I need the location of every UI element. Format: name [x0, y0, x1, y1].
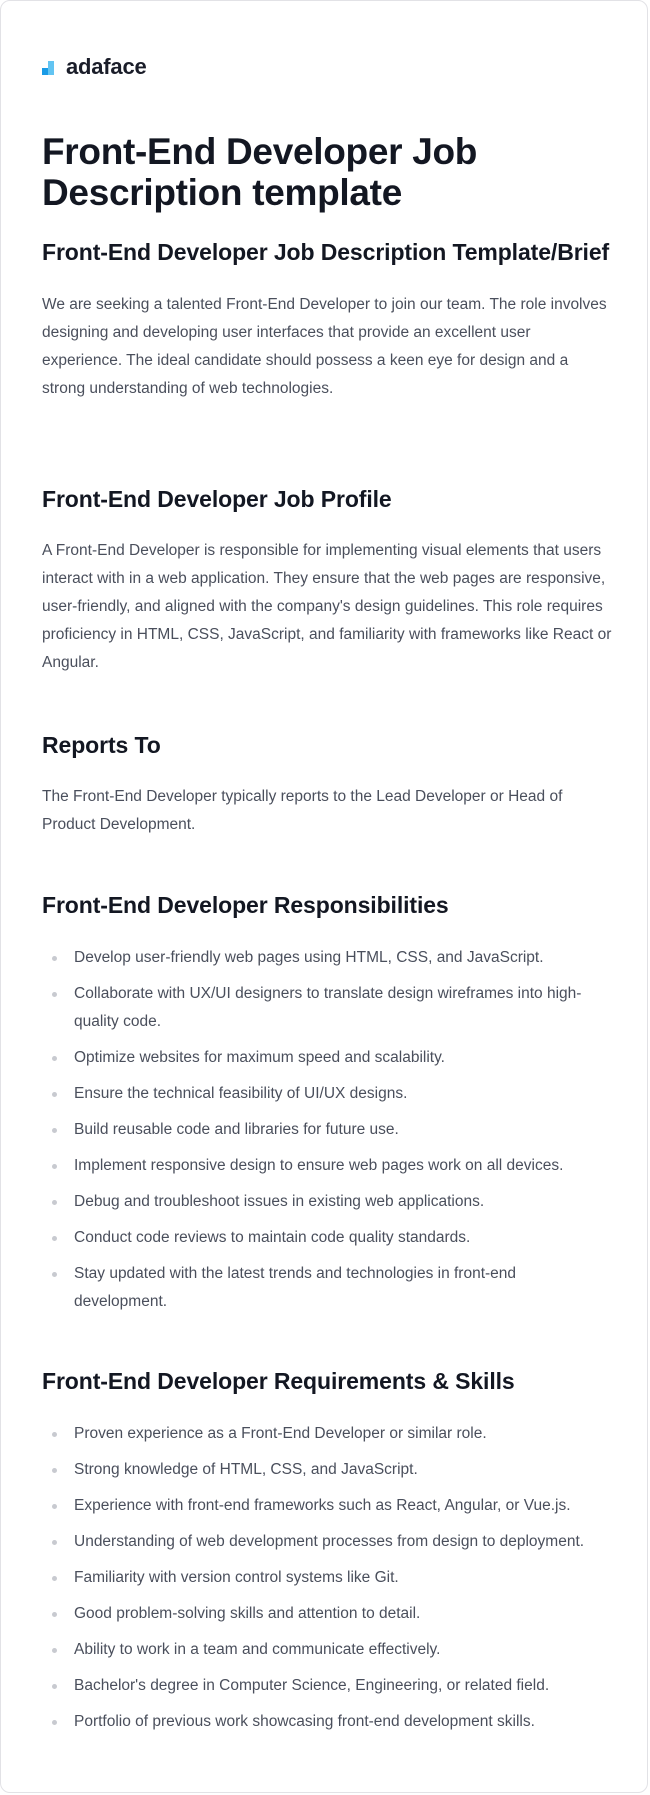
section-heading: Reports To	[42, 732, 161, 758]
list-item: Portfolio of previous work showcasing front-end development skills.	[42, 1708, 612, 1736]
requirements-list	[42, 1420, 612, 1736]
logo-text: adaface	[66, 54, 147, 79]
adaface-logo[interactable]	[42, 53, 612, 81]
list-item: Understanding of web development processes from design to deployment.	[42, 1528, 612, 1556]
page-title: Front-End Developer Job Description template	[42, 131, 478, 213]
list-item: Experience with front-end frameworks such as React, Angular, or Vue.js.	[42, 1492, 612, 1520]
responsibilities-list	[42, 944, 612, 1316]
list-item: Implement responsive design to ensure web pages work on all devices.	[42, 1152, 612, 1180]
section-heading: Front-End Developer Job Profile	[42, 486, 392, 512]
list-item: Ensure the technical feasibility of UI/UX designs.	[42, 1080, 612, 1108]
list-item: Stay updated with the latest trends and technologies in front-end development.	[42, 1260, 612, 1316]
list-item: Debug and troubleshoot issues in existing web applications.	[42, 1188, 612, 1216]
list-item: Good problem-solving skills and attention to detail.	[42, 1600, 612, 1628]
list-item: Familiarity with version control systems like Git.	[42, 1564, 612, 1592]
list-item: Strong knowledge of HTML, CSS, and JavaScript.	[42, 1456, 612, 1484]
adaface-logo-icon	[42, 57, 62, 77]
section-heading: Front-End Developer Requirements & Skills	[42, 1368, 515, 1394]
section-requirements	[42, 1365, 612, 1744]
section-body: We are seeking a talented Front-End Developer to join our team. The role involves designing and developing user interfaces that provide an excellent user experience. The ideal candidate should possess a keen eye for design and a strong understanding of web technologies.	[42, 296, 607, 397]
section-heading: Front-End Developer Responsibilities	[42, 892, 449, 918]
list-item: Build reusable code and libraries for future use.	[42, 1116, 612, 1144]
list-item: Optimize websites for maximum speed and scalability.	[42, 1044, 612, 1072]
section-responsibilities	[42, 889, 612, 1324]
content	[42, 53, 612, 1730]
section-body: The Front-End Developer typically reports to the Lead Developer or Head of Product Development.	[42, 788, 563, 833]
list-item: Proven experience as a Front-End Developer or similar role.	[42, 1420, 612, 1448]
section-heading: Front-End Developer Job Description Template/Brief	[42, 239, 610, 265]
list-item: Bachelor's degree in Computer Science, Engineering, or related field.	[42, 1672, 612, 1700]
section-body: A Front-End Developer is responsible for implementing visual elements that users interact with in a web application. They ensure that the web pages are responsive, user-friendly, and aligned with the company's design guidelines. This role requires proficiency in HTML, CSS, JavaScript, and familiarity with frameworks like React or Angular.	[42, 542, 612, 671]
section-profile	[42, 483, 612, 677]
list-item: Ability to work in a team and communicate effectively.	[42, 1636, 612, 1664]
section-brief	[42, 236, 612, 403]
list-item: Collaborate with UX/UI designers to translate design wireframes into high-quality code.	[42, 980, 612, 1036]
list-item: Develop user-friendly web pages using HTML, CSS, and JavaScript.	[42, 944, 612, 972]
section-reports-to	[42, 729, 612, 839]
list-item: Conduct code reviews to maintain code quality standards.	[42, 1224, 612, 1252]
